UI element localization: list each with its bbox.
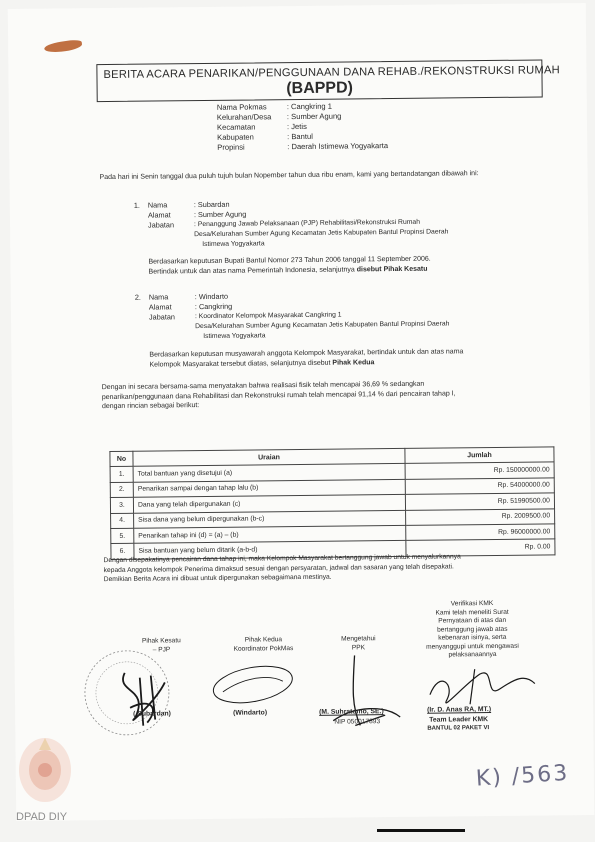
verification-line: pelaksanaannya — [448, 650, 497, 659]
row-description: Total bantuan yang disetujui (a) — [133, 464, 405, 482]
party-two — [135, 289, 524, 343]
info-value: : Cangkring 1 — [286, 101, 333, 112]
row-description: Sisa dana yang belum dipergunakan (b-c) — [134, 510, 406, 528]
signatory-role: Pihak Kedua — [244, 636, 283, 644]
statement-line: Dengan ini secara bersama-sama menyatakan bahwa realisasi fisik telah mencapai 36,69 % sedangkan — [101, 380, 425, 392]
row-amount: Rp. 150000000.00 — [405, 462, 554, 479]
dpad-emblem-icon — [14, 730, 76, 806]
party-designation: disebut Pihak Kesatu — [356, 265, 428, 273]
row-number: 6. — [111, 544, 134, 560]
row-amount: Rp. 2009500.00 — [406, 508, 555, 525]
pokmas-info — [217, 101, 388, 153]
party-number: 1. — [133, 200, 140, 210]
info-label: Kelurahan/Desa — [216, 112, 272, 122]
closing-line: Dengan disepakatinya pencairan dana tahap ini, maka Kelompok Masyarakat bertanggung jawab untuk menyalurkannya — [103, 553, 461, 565]
intro-paragraph: Pada hari ini Senin tanggal dua puluh tujuh bulan Nopember tahun dua ribu enam, kami yang bertandatangan dibawah ini: — [99, 170, 479, 182]
party-two-basis — [149, 346, 549, 369]
fund-table — [109, 446, 555, 559]
field-label: Jabatan — [148, 312, 176, 322]
document-sheet — [8, 3, 594, 821]
party-position: : Koordinator Kelompok Masyarakat Cangkring 1 — [194, 311, 342, 321]
signature-windarto — [210, 660, 295, 708]
info-label: Kecamatan — [216, 122, 256, 132]
signatory-name-3: (M. Suhratomo, SE.) — [319, 708, 384, 716]
signatory-title-sub: BANTUL 02 PAKET VI — [427, 725, 490, 732]
field-label: Jabatan — [147, 220, 175, 230]
party-name: : Windarto — [194, 291, 229, 302]
signatory-name-4: (Ir. D. Anas RA, MT.) — [427, 706, 492, 714]
stamp-circle — [84, 650, 169, 735]
row-amount: Rp. 96000000.00 — [406, 524, 555, 541]
closing-paragraph — [103, 551, 563, 584]
info-value: : Daerah Istimewa Yogyakarta — [287, 141, 389, 152]
party-position-detail: Desa/Kelurahan Sumber Agung Kecamatan Jetis Kabupaten Bantul Propinsi Daerah — [194, 228, 449, 239]
info-label: Nama Pokmas — [216, 102, 267, 112]
verification-line: Pernyataan di atas dan — [438, 616, 507, 625]
handwritten-number: K) /563 — [475, 760, 570, 792]
signature-windarto-stroke — [223, 677, 283, 692]
row-number: 5. — [111, 528, 134, 544]
party-name: : Subardan — [193, 199, 230, 210]
signature-anas — [430, 669, 535, 705]
closing-line: Demikian Berita Acara ini dibuat untuk dipergunakan sebagaimana mestinya. — [103, 573, 332, 584]
party-one — [134, 197, 523, 251]
party-number: 2. — [134, 292, 141, 302]
party-position: : Penanggung Jawab Pelaksanaan (PJP) Rehabilitasi/Rekonstruksi Rumah — [193, 218, 420, 229]
signatory-role: PPK — [351, 643, 366, 651]
signatory-title: Team Leader KMK — [429, 716, 489, 724]
field-label: Nama — [147, 200, 168, 210]
party-designation: Pihak Kedua — [332, 358, 375, 367]
party-position-detail: Istimewa Yogyakarta — [203, 332, 266, 341]
signatory-name-2: (Windarto) — [233, 709, 268, 717]
party-one-basis — [148, 254, 498, 277]
signature-subardan — [123, 672, 165, 725]
verification-line: menyanggupi untuk mengawasi — [426, 642, 519, 651]
row-description: Sisa bantuan yang belum ditarik (a-b-d) — [134, 541, 406, 559]
basis-line: Berdasarkan keputusan musyawarah anggota Kelompok Masyarakat, bertindak untuk dan atas nama — [149, 348, 464, 359]
signatory-role: Pihak Kesatu — [141, 637, 181, 645]
info-value: : Jetis — [286, 121, 307, 132]
stain-mark — [44, 39, 83, 55]
signatory-role: – PJP — [152, 645, 171, 654]
title-line: BERITA ACARA PENARIKAN/PENGGUNAAN DANA REHAB./REKONSTRUKSI RUMAH — [103, 64, 560, 82]
row-description: Penarikan tahap ini (d) = (a) – (b) — [134, 525, 406, 543]
field-label: Nama — [148, 292, 169, 302]
column-header-jumlah: Jumlah — [405, 447, 554, 464]
party-position-detail: Desa/Kelurahan Sumber Agung Kecamatan Jetis Kabupaten Bantul Propinsi Daerah — [195, 320, 450, 331]
title-abbreviation: (BAPPD) — [286, 79, 354, 98]
row-amount: Rp. 51990500.00 — [405, 493, 554, 510]
info-value: : Bantul — [287, 131, 313, 142]
row-number: 4. — [111, 513, 134, 529]
verification-line: bertanggung jawab atas — [437, 625, 508, 634]
signatory-role: Mengetahui — [341, 635, 376, 643]
title-box — [96, 59, 560, 102]
verification-line: Kami telah meneliti Surat — [435, 608, 509, 617]
column-header-no: No — [110, 451, 133, 467]
closing-line: kepada Anggota kelompok Penerima dimaksud sesuai dengan persyaratan, jadwal dan sasaran yang telah disepakati. — [103, 562, 454, 574]
statement-line: dengan rincian sebagai berikut: — [101, 402, 200, 411]
row-number: 1. — [110, 467, 133, 483]
statement-line: penarikan/penggunaan dana Rehabilitasi dan Rekonstruksi rumah telah mencapai 91,14 % dari pencairan tahap I, — [101, 389, 456, 401]
info-label: Kabupaten — [217, 132, 254, 142]
signatory-nip: NIP 050017893 — [334, 718, 381, 726]
verification-line: kebenaran isinya, serta — [438, 633, 507, 642]
row-amount: Rp. 54000000.00 — [405, 478, 554, 495]
row-number: 2. — [110, 482, 133, 498]
info-value: : Sumber Agung — [286, 111, 342, 122]
column-header-uraian: Uraian — [133, 448, 405, 466]
party-address: : Sumber Agung — [193, 209, 247, 220]
signatures-and-stamps — [54, 643, 575, 758]
party-address: : Cangkring — [194, 301, 233, 312]
archive-watermark: DPAD DIY — [16, 811, 68, 823]
basis-line: Kelompok Masyarakat tersebut diatas, selanjutnya disebut — [149, 359, 331, 369]
footer-bar — [377, 829, 465, 832]
field-label: Alamat — [148, 302, 172, 312]
basis-line: Bertindak untuk dan atas nama Pemerintah Indonesia, selanjutnya — [148, 265, 355, 276]
verification-line: Verifikasi KMK — [450, 599, 494, 608]
row-number: 3. — [110, 497, 133, 513]
basis-line: Berdasarkan keputusan Bupati Bantul Nomor 273 Tahun 2006 tanggal 11 September 2006. — [148, 255, 431, 266]
party-position-detail: Istimewa Yogyakarta — [202, 240, 265, 249]
signatory-role: Koordinator PokMas — [233, 644, 294, 653]
info-label: Propinsi — [217, 142, 245, 152]
row-description: Penarikan sampai dengan tahap lalu (b) — [133, 479, 405, 497]
row-description: Dana yang telah dipergunakan (c) — [133, 495, 405, 513]
signatory-name-1: ( Subardan) — [133, 710, 171, 718]
statement-paragraph — [102, 378, 557, 411]
row-amount: Rp. 0.00 — [406, 539, 555, 556]
field-label: Alamat — [147, 210, 171, 220]
